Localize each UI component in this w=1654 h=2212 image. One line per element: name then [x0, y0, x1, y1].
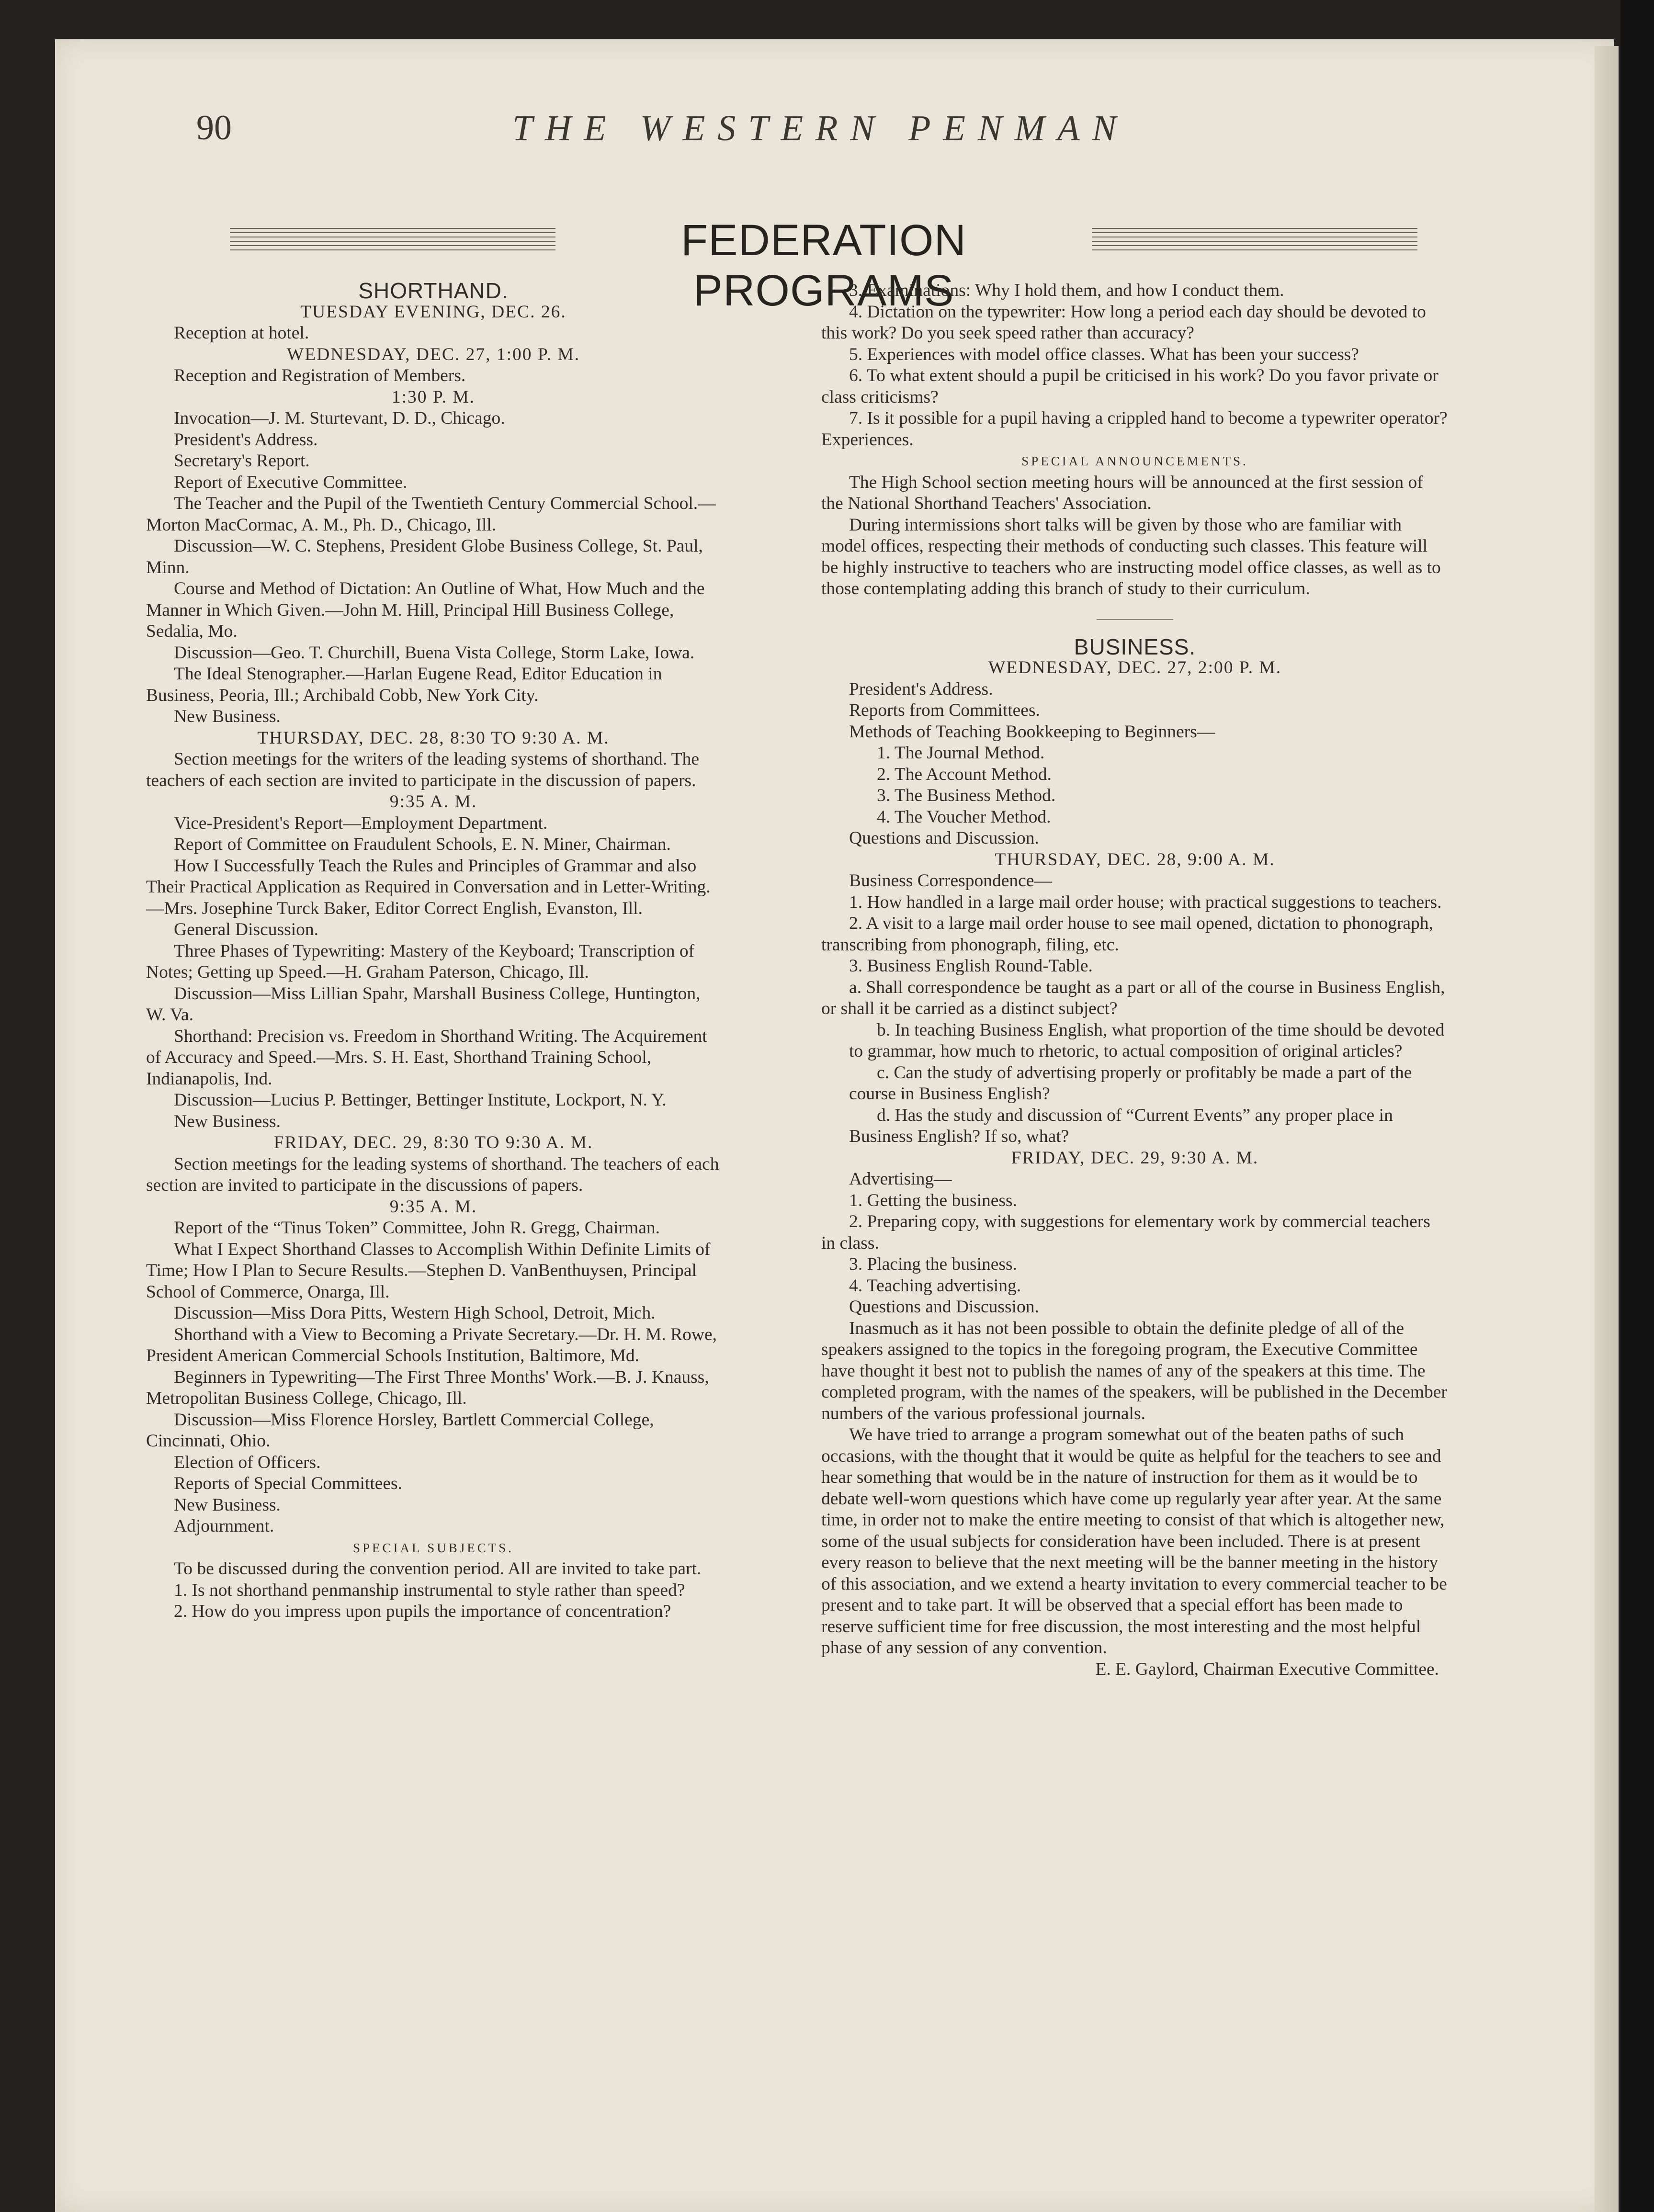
program-item: 4. Dictation on the typewriter: How long a period each day should be devoted to this work? Do you seek speed rather than accuracy? [821, 302, 1426, 343]
title-rule-left [230, 228, 555, 254]
special-subjects-heading: SPECIAL SUBJECTS. [352, 1540, 514, 1555]
program-item: Shorthand: Precision vs. Freedom in Shorthand Writing. The Acquirement of Accuracy and Speed.—Mrs. S. H. East, Shorthand Training School, Indianapolis, Ind. [146, 1026, 707, 1089]
program-item: The Teacher and the Pupil of the Twentieth Century Commercial School.—Morton MacCormac, A. M., Ph. D., Chicago, Ill. [146, 494, 716, 535]
left-column [146, 280, 721, 1623]
program-item: New Business. [174, 707, 281, 726]
special-announcements-heading: SPECIAL ANNOUNCEMENTS. [1021, 454, 1248, 468]
running-title: THE WESTERN PENMAN [512, 108, 1129, 148]
program-item: 2. A visit to a large mail order house to see mail opened, dictation to phonograph, transcribing from phonograph, filing, etc. [821, 914, 1433, 955]
program-item: 2. Preparing copy, with suggestions for elementary work by commercial teachers in class. [821, 1212, 1430, 1253]
program-item: Shorthand with a View to Becoming a Private Secretary.—Dr. H. M. Rowe, President American Commercial Schools Institution, Baltimore, Md. [146, 1324, 717, 1366]
program-item: 1. The Journal Method. [877, 743, 1045, 763]
section-divider [1097, 619, 1173, 620]
page-title: FEDERATION PROGRAMS [680, 216, 967, 315]
program-item: Discussion—Geo. T. Churchill, Buena Vista College, Storm Lake, Iowa. [174, 643, 695, 663]
program-item: Report of Executive Committee. [174, 472, 408, 492]
program-item: Secretary's Report. [174, 451, 310, 471]
program-item: Election of Officers. [174, 1452, 321, 1472]
program-item: 7. Is it possible for a pupil having a crippled hand to become a typewriter operator? Experiences. [821, 408, 1448, 450]
program-item: How I Successfully Teach the Rules and Principles of Grammar and also Their Practical Application as Required in Conversation and in Letter-Writing.—Mrs. Josephine Turck Baker, Editor Correct English, Evanston, Ill. [146, 856, 711, 918]
time-heading: 9:35 A. M. [389, 1196, 477, 1217]
program-item: Business Correspondence— [849, 871, 1052, 891]
program-item: Reports from Committees. [849, 700, 1040, 720]
program-item: Discussion—Lucius P. Bettinger, Bettinger Institute, Lockport, N. Y. [174, 1090, 667, 1110]
program-item: 3. Business English Round-Table. [849, 956, 1093, 976]
program-item: Course and Method of Dictation: An Outline of What, How Much and the Manner in Which Given.—John M. Hill, Principal Hill Business College, Sedalia, Mo. [146, 579, 705, 641]
shorthand-heading: SHORTHAND. [358, 278, 509, 303]
program-item: Reception at hotel. [174, 323, 309, 343]
wednesday-heading: WEDNESDAY, DEC. 27, 2:00 P. M. [988, 658, 1282, 677]
program-item: Discussion—W. C. Stephens, President Globe Business College, St. Paul, Minn. [146, 536, 703, 577]
closing-paragraph: We have tried to arrange a program somewhat out of the beaten paths of such occasions, with the thought that it would be quite as helpful for the teachers to see and hear something that would be in the nature of instruction for them as it would be to debate well-worn questions which have come up regularly year after year. At the same time, in order not to make the entire meeting to consist of that which is altogether new, some of the usual subjects for consideration have been included. There is at present every reason to believe that the next meeting will be the banner meeting in the history of this association, and we extend a hearty invitation to every commercial teacher to be present and to take part. It will be observed that a special effort has been made to reserve sufficient time for free discussion, the most interesting and the most helpful phase of any session of any convention. [821, 1425, 1447, 1658]
page-header [196, 108, 1451, 160]
program-item: Discussion—Miss Lillian Spahr, Marshall Business College, Huntington, W. Va. [146, 983, 701, 1025]
closing-paragraph: Inasmuch as it has not been possible to obtain the definite pledge of all of the speakers assigned to the topics in the foregoing program, the Executive Committee have thought it best not to publish the names of any of the speakers at this time. The completed program, with the names of the speakers, will be published in the December numbers of the various professional journals. [821, 1318, 1447, 1423]
program-item: Methods of Teaching Bookkeeping to Beginners— [849, 722, 1215, 742]
program-item: Adjournment. [174, 1516, 274, 1536]
program-item: 3. Examinations: Why I hold them, and how I conduct them. [849, 281, 1284, 300]
program-item: Three Phases of Typewriting: Mastery of the Keyboard; Transcription of Notes; Getting up Speed.—H. Graham Paterson, Chicago, Ill. [146, 941, 695, 982]
program-item: To be discussed during the convention period. All are invited to take part. [174, 1559, 702, 1579]
program-item: a. Shall correspondence be taught as a part or all of the course in Business English, or shall it be carried as a distinct subject? [821, 977, 1445, 1018]
tuesday-heading: TUESDAY EVENING, DEC. 26. [300, 302, 566, 322]
program-item: President's Address. [849, 679, 993, 699]
program-item: Reception and Registration of Members. [174, 366, 466, 385]
program-item: 4. The Voucher Method. [877, 807, 1051, 827]
scanner-border [1620, 0, 1654, 2212]
program-item: The Ideal Stenographer.—Harlan Eugene Read, Editor Education in Business, Peoria, Ill.; Archibald Cobb, New York City. [146, 664, 662, 705]
program-item: During intermissions short talks will be given by those who are familiar with model offices, respecting their methods of conducting such classes. This feature will be highly instructive to teachers who are instructing model office classes, as well as to those contemplating adding this branch of study to their curriculum. [821, 515, 1441, 598]
program-item: President's Address. [174, 429, 318, 450]
program-item: Invocation—J. M. Sturtevant, D. D., Chicago. [174, 408, 505, 428]
program-item: Questions and Discussion. [849, 1297, 1039, 1317]
program-item: Section meetings for the writers of the leading systems of shorthand. The teachers of each section are invited to participate in the discussion of papers. [146, 749, 699, 790]
program-item: New Business. [174, 1111, 281, 1131]
time-heading: 9:35 A. M. [389, 792, 477, 812]
program-item: 3. The Business Method. [877, 786, 1056, 805]
time-heading: 1:30 P. M. [391, 387, 476, 407]
program-item: Vice-President's Report—Employment Department. [174, 813, 548, 833]
title-rule-right [1092, 228, 1417, 254]
program-item: 2. How do you impress upon pupils the importance of concentration? [174, 1602, 671, 1621]
program-item: Report of the “Tinus Token” Committee, John R. Gregg, Chairman. [174, 1218, 660, 1238]
program-item: Section meetings for the leading systems of shorthand. The teachers of each section are invited to participate in the discussions of papers. [146, 1154, 719, 1195]
program-item: 4. Teaching advertising. [849, 1275, 1021, 1296]
program-item: What I Expect Shorthand Classes to Accomplish Within Definite Limits of Time; How I Plan to Secure Results.—Stephen D. VanBenthuysen, Principal School of Commerce, Onarga, Ill. [146, 1239, 711, 1302]
friday-heading: FRIDAY, DEC. 29, 9:30 A. M. [1011, 1148, 1259, 1168]
business-heading: BUSINESS. [1074, 634, 1196, 659]
page-number: 90 [196, 108, 232, 147]
program-item: 5. Experiences with model office classes. What has been your success? [849, 344, 1359, 364]
program-item: Advertising— [849, 1169, 952, 1189]
program-item: Discussion—Miss Dora Pitts, Western High School, Detroit, Mich. [174, 1303, 656, 1323]
program-item: 1. Getting the business. [849, 1190, 1018, 1210]
program-item: Reports of Special Committees. [174, 1474, 403, 1493]
signature: E. E. Gaylord, Chairman Executive Committee. [1095, 1659, 1439, 1679]
thursday-heading: THURSDAY, DEC. 28, 8:30 TO 9:30 A. M. [257, 728, 610, 748]
program-item: b. In teaching Business English, what proportion of the time should be devoted to grammar, how much to rhetoric, to actual composition of original articles? [849, 1020, 1445, 1061]
program-item: Report of Committee on Fraudulent Schools, E. N. Miner, Chairman. [174, 835, 671, 854]
program-item: General Discussion. [174, 920, 319, 939]
program-item: 6. To what extent should a pupil be criticised in his work? Do you favor private or class criticisms? [821, 366, 1439, 407]
program-item: The High School section meeting hours will be announced at the first session of the National Shorthand Teachers' Association. [821, 472, 1423, 513]
program-item: 1. How handled in a large mail order house; with practical suggestions to teachers. [849, 892, 1442, 912]
program-item: New Business. [174, 1495, 281, 1515]
program-item: Beginners in Typewriting—The First Three Months' Work.—B. J. Knauss, Metropolitan Business College, Chicago, Ill. [146, 1367, 709, 1408]
program-item: 1. Is not shorthand penmanship instrumental to style rather than speed? [174, 1580, 685, 1600]
program-item: c. Can the study of advertising properly or profitably be made a part of the course in Business English? [849, 1062, 1412, 1104]
program-item: Questions and Discussion. [849, 828, 1039, 848]
program-item: Discussion—Miss Florence Horsley, Bartlett Commercial College, Cincinnati, Ohio. [146, 1410, 654, 1451]
friday-heading: FRIDAY, DEC. 29, 8:30 TO 9:30 A. M. [273, 1133, 593, 1152]
program-item: 3. Placing the business. [849, 1254, 1018, 1274]
thursday-heading: THURSDAY, DEC. 28, 9:00 A. M. [995, 849, 1275, 869]
program-item: 2. The Account Method. [877, 764, 1052, 784]
program-item: d. Has the study and discussion of “Current Events” any proper place in Business English? If so, what? [849, 1105, 1393, 1146]
page-edge [1595, 46, 1619, 2212]
right-column [821, 280, 1449, 1680]
wednesday-heading: WEDNESDAY, DEC. 27, 1:00 P. M. [286, 344, 580, 364]
